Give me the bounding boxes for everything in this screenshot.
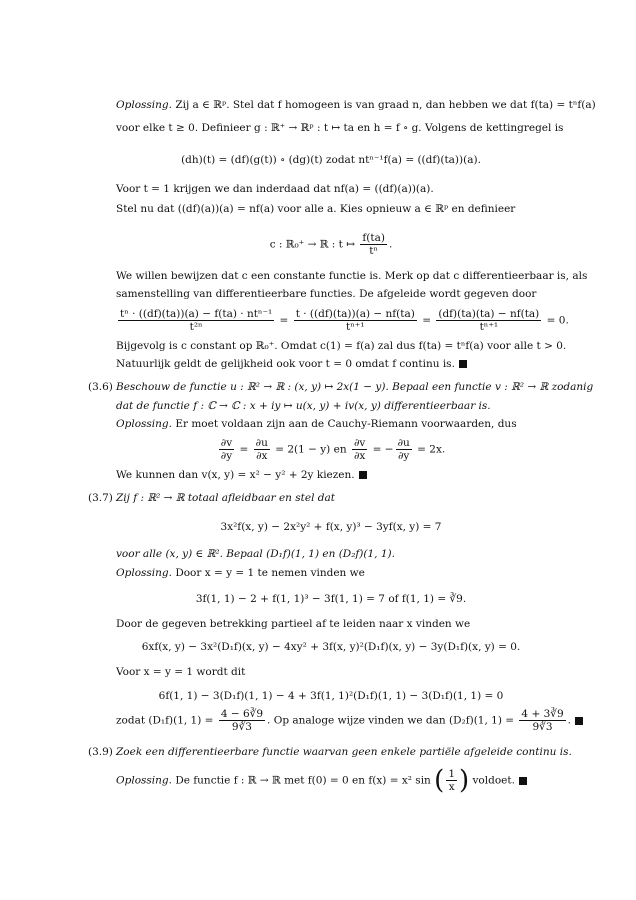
solution-label: Oplossing.	[116, 567, 172, 579]
text-line: Stel nu dat ((df)(a))(a) = nf(a) voor alle a. Kies opnieuw a ∈ ℝᵖ en definieer	[116, 203, 516, 215]
question-line: dat de functie f : ℂ → ℂ : x + iy ↦ u(x, y) + iv(x, y) differentieerbaar is.	[116, 400, 491, 412]
numerator: tⁿ · ((df)(ta))(a) − f(ta) · ntⁿ⁻¹	[120, 308, 273, 320]
fraction	[519, 708, 565, 733]
eq-mid: = 2(1 − y) en	[275, 443, 350, 456]
fraction	[436, 308, 541, 333]
denominator: ∂y	[398, 450, 410, 462]
text: zodat (D₁f)(1, 1) =	[116, 714, 214, 727]
denominator: x	[448, 781, 455, 793]
exercise-number: (3.6)	[88, 381, 113, 393]
text-line	[116, 567, 365, 580]
text-line	[116, 418, 517, 431]
question-line: voor alle (x, y) ∈ ℝ². Bepaal (D₁f)(1, 1) en (D₂f)(1, 1).	[116, 548, 395, 560]
fraction	[219, 437, 234, 462]
question-line: Beschouw de functie u : ℝ² → ℝ : (x, y) ↦ 2x(1 − y). Bepaal een functie v : ℝ² → ℝ zodanig	[116, 381, 594, 393]
text: voldoet.	[472, 774, 515, 787]
text-line: samenstelling van differentieerbare functies. De afgeleide wordt gegeven door	[116, 288, 537, 300]
text: We kunnen dan v(x, y) = x² − y² + 2y kiezen.	[116, 469, 355, 481]
fraction	[360, 232, 387, 257]
text-line: Voor t = 1 krijgen we dan inderdaad dat nf(a) = ((df)(a))(a).	[116, 183, 434, 195]
fraction	[219, 708, 265, 733]
fraction	[446, 768, 457, 793]
solution-label: Oplossing.	[116, 99, 172, 111]
text: Zij a ∈ ℝᵖ. Stel dat f homogeen is van graad n, dan hebben we dat f(ta) = tⁿf(a)	[175, 99, 596, 111]
text-line: We willen bewijzen dat c een constante functie is. Merk op dat c differentieerbaar is, als	[116, 270, 588, 282]
solution-label: Oplossing.	[116, 418, 172, 430]
numerator: ∂u	[255, 437, 268, 449]
fraction	[294, 308, 417, 333]
fraction	[254, 437, 270, 462]
equation: $\frac{\partial v}{\partial y}$ = $\frac{\partial u}{\partial x}$ = 2(1 − y) en $\frac{\partial v}{\partial x}$ = − $\frac{\partial u}{\partial y}$ = 2x.	[220, 437, 446, 462]
equation: (dh)(t) = (df)(g(t)) ∘ (dg)(t) zodat ntⁿ⁻¹f(a) = ((df)(ta))(a).	[181, 154, 481, 166]
text-line	[116, 765, 527, 796]
numerator: 4 + 3∛9	[521, 708, 564, 720]
left-paren: (	[434, 765, 445, 796]
equation: 6xf(x, y) − 3x²(D₁f)(x, y) − 4xy² + 3f(x, y)²(D₁f)(x, y) − 3y(D₁f)(x, y) = 0.	[141, 641, 521, 653]
qed-square	[359, 471, 367, 479]
eq-end: = 0.	[546, 314, 569, 327]
exercise-number: (3.7)	[88, 492, 113, 504]
equation: 3f(1, 1) − 2 + f(1, 1)³ − 3f(1, 1) = 7 of f(1, 1) = ∛9.	[195, 593, 467, 605]
denominator: ∂x	[256, 450, 268, 462]
numerator: ∂v	[220, 437, 233, 449]
numerator: ∂u	[397, 437, 410, 449]
denominator: 9∛3	[532, 721, 553, 733]
text: Door x = y = 1 te nemen vinden we	[175, 567, 365, 579]
denominator: t²ⁿ	[189, 321, 203, 333]
fraction	[396, 437, 412, 462]
denominator: tⁿ	[369, 245, 379, 257]
text: Natuurlijk geldt de gelijkheid ook voor t = 0 omdat f continu is.	[116, 358, 455, 370]
text-line: voor elke t ≥ 0. Definieer g : ℝ⁺ → ℝᵖ : t ↦ ta en h = f ∘ g. Volgens de kettingregel is	[116, 122, 564, 134]
text-line: zodat (D₁f)(1, 1) = $\frac{4 - 6∛9}{9∛3}$ . Op analoge wijze vinden we dan (D₂f)(1, 1) = $\frac{4 + 3∛9}{9∛3}$ .	[116, 708, 583, 733]
denominator: tⁿ⁺¹	[346, 321, 365, 333]
fraction	[118, 308, 274, 333]
solution-label: Oplossing.	[116, 774, 172, 787]
denominator: ∂x	[353, 450, 366, 462]
question-line: Zij f : ℝ² → ℝ totaal afleidbaar en stel dat	[116, 492, 335, 504]
eq-left: c : ℝ₀⁺ → ℝ : t ↦	[269, 238, 356, 251]
right-paren: )	[459, 765, 470, 796]
numerator: t · ((df)(ta))(a) − nf(ta)	[295, 308, 415, 320]
denominator: tⁿ⁺¹	[479, 321, 499, 333]
text: De functie f : ℝ → ℝ met f(0) = 0 en f(x) = x² sin	[175, 774, 431, 787]
text-line	[116, 99, 596, 112]
numerator: ∂v	[353, 437, 366, 449]
qed-square	[519, 777, 527, 785]
equation: 3x²f(x, y) − 2x²y² + f(x, y)³ − 3yf(x, y) = 7	[220, 521, 442, 533]
text: . Op analoge wijze vinden we dan (D₂f)(1, 1) =	[267, 714, 515, 727]
eq-end: = 2x.	[417, 443, 446, 456]
equation: c : ℝ₀⁺ → ℝ : t ↦ $\frac{f(ta)}{\text{tⁿ}}$ .	[269, 232, 393, 257]
numerator: 4 − 6∛9	[220, 708, 264, 720]
text: Er moet voldaan zijn aan de Cauchy-Riemann voorwaarden, dus	[175, 418, 517, 430]
question-line: Zoek een differentieerbare functie waarvan geen enkele partiële afgeleide continu is.	[116, 746, 572, 758]
text-line: Door de gegeven betrekking partieel af te leiden naar x vinden we	[116, 618, 471, 630]
denominator: 9∛3	[231, 721, 252, 733]
qed-square	[575, 717, 583, 725]
text-line	[116, 358, 467, 371]
numerator: 1	[448, 768, 455, 780]
equation: 6f(1, 1) − 3(D₁f)(1, 1) − 4 + 3f(1, 1)²(D₁f)(1, 1) − 3(D₁f)(1, 1) = 0	[158, 690, 504, 702]
text-line: Voor x = y = 1 wordt dit	[116, 666, 246, 678]
fraction	[352, 437, 367, 462]
numerator: (df)(ta)(ta) − nf(ta)	[438, 308, 540, 320]
equation: $\frac{\text{tⁿ · ((df)(ta))(a) − f(ta) · ntⁿ⁻¹}}{\text{t²ⁿ}}$ = $\frac{t \cdot ((df)(ta))(a) - nf(ta)}{\text{tⁿ⁺¹}}$ = $\frac{(df)(ta)(ta) - nf(ta)}{\text{tⁿ⁺¹}}$ = 0.	[120, 308, 569, 333]
text-line	[116, 469, 367, 482]
denominator: ∂y	[220, 450, 233, 462]
qed-square	[459, 360, 467, 368]
numerator: f(ta)	[362, 232, 385, 244]
text-line: Bijgevolg is c constant op ℝ₀⁺. Omdat c(1) = f(a) zal dus f(ta) = tⁿf(a) voor alle t > 0.	[116, 340, 567, 352]
exercise-number: (3.9)	[88, 746, 113, 758]
